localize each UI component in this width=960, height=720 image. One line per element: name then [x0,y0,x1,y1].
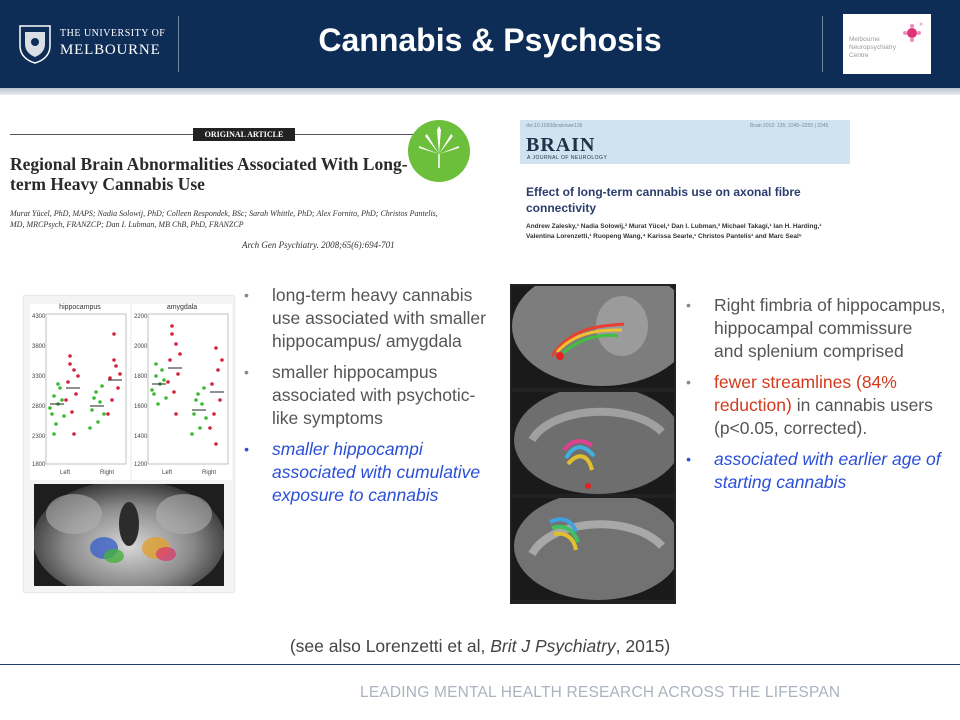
right-bullet-3-text: associated with earlier age of starting cannabis [714,449,941,492]
right-bullet-2 [686,371,946,440]
left-bullet-3-text: smaller hippocampi associated with cumulative exposure to cannabis [272,439,481,505]
bullet-dot-icon: • [244,441,249,457]
cannabis-points [64,332,122,436]
paper2-title: Effect of long-term cannabis use on axonal fibre connectivity [526,185,801,215]
x-tick: Left [162,470,173,476]
hippocampus-plot [30,304,130,480]
left-bullet-list [244,284,494,515]
tractography-figure [510,284,676,604]
crest-icon [18,24,52,64]
left-bullet-2 [244,361,494,430]
y-tick: 2800 [32,404,46,410]
right-bullet-3 [686,448,946,494]
y-tick: 2300 [32,434,46,440]
amygdala-scatter [132,304,232,480]
left-bullet-1 [244,284,494,353]
partner-logo-text: Melbourne Neuropsychiatry Centre [849,36,896,59]
logo-line2: MELBOURNE [60,42,161,58]
y-tick: 1200 [134,462,148,468]
x-tick: Right [202,470,217,476]
y-tick: 1800 [32,462,46,468]
volume-scatter-figure [24,296,234,592]
paper2-authors: Andrew Zalesky,¹ Nadia Solowij,² Murat Yücel,¹ Dan I. Lubman,³ Michael Takagi,¹ Ian H. Harding,¹ Valentina Lorenzetti,¹ Ruopeng Wang,⁴ Karissa Searle,¹ Christos Pantelis¹ and Marc Seal⁵ [526,223,822,240]
paper1-badge: ORIGINAL ARTICLE [193,128,295,141]
see-also-reference [0,636,960,657]
paper2-clipping [520,118,855,268]
y-tick: 1400 [134,434,148,440]
bullet-dot-icon: • [244,364,249,380]
paper2-journal: BRAIN [526,134,596,156]
bullet-dot-icon: • [686,297,691,313]
right-bullet-2-text: in cannabis users (p<0.05, corrected). [714,395,933,438]
paper1-authors: Murat Yücel, PhD, MAPS; Nadia Solowij, PhD; Colleen Respondek, BSc; Sarah Whittle, PhD; Alex Fornito, PhD; Christos Pantelis, MD, MRCPsych, FRANZCP; Dan I. Lubman, MB ChB, PhD, FRANZCP [10,209,438,229]
x-tick: Right [100,470,115,476]
slide-title: Cannabis & Psychosis [318,22,662,58]
paper2-journal-sub: A JOURNAL OF NEUROLOGY [527,155,608,161]
x-tick: Left [60,470,71,476]
paper2-doi: doi:10.1093/brain/awr136 [526,123,583,129]
header-divider-right [822,16,823,72]
left-amygdala-roi [104,549,124,563]
right-bullet-2-highlight: fewer streamlines (84% reduction) [714,372,897,415]
y-tick: 2200 [134,314,148,320]
hippocampus-plot-label: hippocampus [59,304,101,311]
cannabis-points [166,324,224,446]
paper1-title: Regional Brain Abnormalities Associated With Long-term Heavy Cannabis Use [10,154,408,194]
right-amygdala-roi [156,547,176,561]
right-bullet-list [686,294,946,502]
left-bullet-1-text: long-term heavy cannabis use associated with smaller hippocampus/ amygdala [272,285,486,351]
amygdala-plot [132,304,232,480]
cannabis-leaf-icon [408,120,470,182]
see-also-prefix: (see also Lorenzetti et al, [289,636,491,656]
y-tick: 1600 [134,404,148,410]
paper2-banner [520,120,850,164]
bullet-dot-icon: • [244,287,249,303]
y-tick: 2000 [134,344,148,350]
amygdala-plot-label: amygdala [166,304,198,311]
coronal-brain-image [34,484,224,586]
flower-icon [899,20,925,46]
right-bullet-1-text: Right fimbria of hippocampus, hippocampal commissure and splenium comprised [714,295,946,361]
left-bullet-3 [244,438,494,507]
left-bullet-2-text: smaller hippocampus associated with psychotic-like symptoms [272,362,476,428]
tractography-sagittal-2 [512,498,674,600]
y-tick: 4300 [32,314,46,320]
see-also-journal: Brit J Psychiatry [490,636,616,656]
paper1-clipping [10,118,470,258]
control-points [48,382,106,436]
header-bar [0,0,960,88]
see-also-suffix: , 2015) [615,636,671,656]
header-strip [0,88,960,95]
tractography-sagittal-1 [512,392,674,494]
y-tick: 3800 [32,344,46,350]
footer-rule [0,664,960,665]
y-tick: 1800 [134,374,148,380]
bullet-dot-icon: • [686,374,691,390]
partner-logo[interactable] [843,14,931,74]
right-bullet-1 [686,294,946,363]
header-divider-left [178,16,179,72]
footer-tagline: LEADING MENTAL HEALTH RESEARCH ACROSS THE LIFESPAN [360,684,841,701]
university-logo[interactable] [18,22,168,66]
logo-line1: THE UNIVERSITY OF [60,28,166,39]
hippocampus-scatter [30,304,130,480]
paper1-citation: Arch Gen Psychiatry. 2008;65(6):694-701 [242,240,395,250]
y-tick: 3300 [32,374,46,380]
tractography-coronal [512,286,674,388]
paper2-meta: Brain 2012: 135; 2245–2255 | 2245 [750,123,829,129]
bullet-dot-icon: • [686,451,691,467]
